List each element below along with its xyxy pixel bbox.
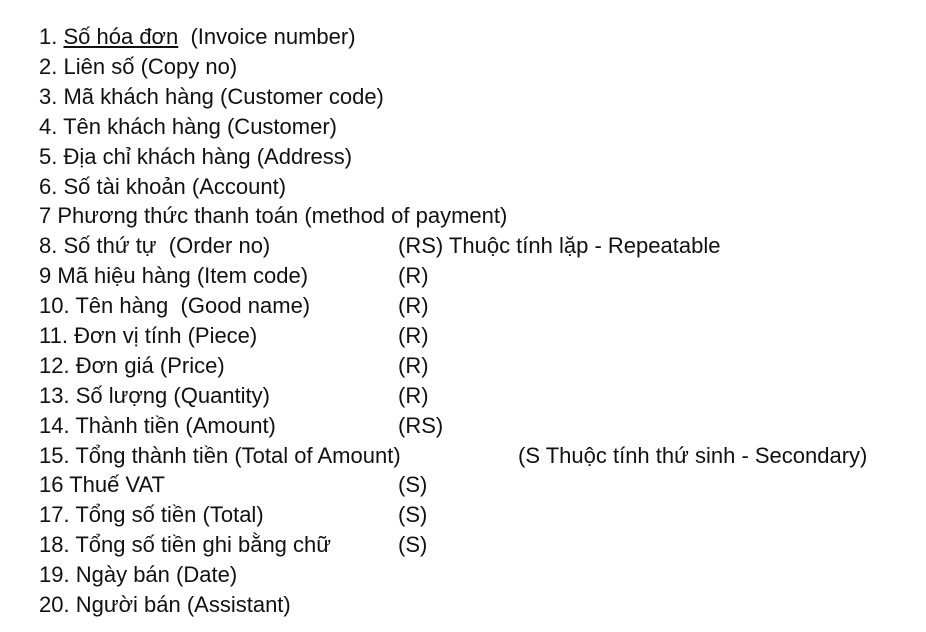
item-number: 15. (39, 443, 70, 468)
item-english: (Piece) (187, 323, 258, 348)
item-name: Địa chỉ khách hàng (63, 144, 251, 169)
item-english: (Price) (159, 353, 225, 378)
item-english: (Total of Amount) (234, 443, 401, 468)
attribute-tag: (R) (398, 323, 429, 348)
item-english: (Good name) (180, 293, 311, 318)
item-number: 1. (39, 24, 58, 49)
item-english: (Account) (191, 174, 287, 199)
item-name: Số lượng (75, 383, 168, 408)
attribute-tag: (RS) Thuộc tính lặp - Repeatable (398, 233, 721, 258)
list-item (39, 261, 429, 291)
item-english: (Invoice number) (190, 24, 356, 49)
item-name: Mã khách hàng (63, 84, 214, 109)
list-item (39, 560, 237, 590)
item-name: Liên số (63, 54, 135, 79)
item-name: Đơn vị tính (74, 323, 182, 348)
list-item (39, 231, 721, 261)
item-english: (Assistant) (186, 592, 291, 617)
list-item (39, 470, 428, 500)
item-number: 7 (39, 203, 52, 228)
item-name: Phương thức thanh toán (57, 203, 299, 228)
list-item (39, 351, 429, 381)
item-number: 19. (39, 562, 70, 587)
item-name: Tên khách hàng (63, 114, 221, 139)
item-number: 12. (39, 353, 70, 378)
item-number: 16 (39, 472, 64, 497)
item-english: (Order no) (168, 233, 271, 258)
list-item (39, 291, 429, 321)
item-number: 9 (39, 263, 52, 288)
item-name: Mã hiệu hàng (57, 263, 191, 288)
item-number: 3. (39, 84, 58, 109)
list-item (39, 172, 286, 202)
item-number: 18. (39, 532, 70, 557)
item-number: 2. (39, 54, 58, 79)
item-english: (Quantity) (173, 383, 270, 408)
item-number: 14. (39, 413, 70, 438)
item-number: 4. (39, 114, 58, 139)
item-english: (Customer code) (220, 84, 384, 109)
item-name: Tổng thành tiền (75, 443, 229, 468)
item-english: (Item code) (196, 263, 309, 288)
item-number: 13. (39, 383, 70, 408)
item-english: (method of payment) (304, 203, 508, 228)
item-english: (Address) (256, 144, 353, 169)
attribute-tag: (R) (398, 293, 429, 318)
item-english: (Total) (202, 502, 264, 527)
item-english: (Amount) (185, 413, 276, 438)
list-item (39, 52, 237, 82)
item-number: 11. (39, 323, 68, 348)
list-item (39, 590, 291, 620)
item-name: Đơn giá (75, 353, 154, 378)
item-number: 17. (39, 502, 70, 527)
item-english: (Customer) (226, 114, 337, 139)
attribute-tag: (S) (398, 472, 428, 497)
list-item (39, 500, 428, 530)
list-item (39, 441, 868, 471)
item-name: Số tài khoản (63, 174, 186, 199)
item-number: 6. (39, 174, 58, 199)
list-item (39, 201, 507, 231)
attribute-tag: (R) (398, 263, 429, 288)
item-name: Số hóa đơn (63, 24, 179, 49)
item-english: (Copy no) (140, 54, 238, 79)
list-item (39, 411, 444, 441)
list-item (39, 82, 384, 112)
attribute-tag: (S) (398, 532, 428, 557)
secondary-note: (S Thuộc tính thứ sinh - Secondary) (518, 443, 868, 468)
item-name: Số thứ tự (63, 233, 157, 258)
item-english: (Date) (176, 562, 238, 587)
item-name: Tổng số tiền (75, 502, 197, 527)
list-item (39, 142, 352, 172)
attribute-tag: (R) (398, 353, 429, 378)
item-name: Thuế VAT (69, 472, 165, 497)
item-name: Thành tiền (75, 413, 180, 438)
attribute-tag: (S) (398, 502, 428, 527)
list-item (39, 22, 356, 52)
item-number: 10. (39, 293, 70, 318)
item-name: Tên hàng (75, 293, 169, 318)
item-number: 20. (39, 592, 70, 617)
list-item (39, 321, 429, 351)
item-number: 5. (39, 144, 58, 169)
item-number: 8. (39, 233, 58, 258)
item-name: Ngày bán (75, 562, 170, 587)
item-name: Người bán (75, 592, 181, 617)
attribute-tag: (R) (398, 383, 429, 408)
list-item (39, 381, 429, 411)
item-name: Tổng số tiền ghi bằng chữ (75, 532, 331, 557)
attribute-tag: (RS) (398, 413, 444, 438)
list-item (39, 112, 337, 142)
list-item (39, 530, 428, 560)
